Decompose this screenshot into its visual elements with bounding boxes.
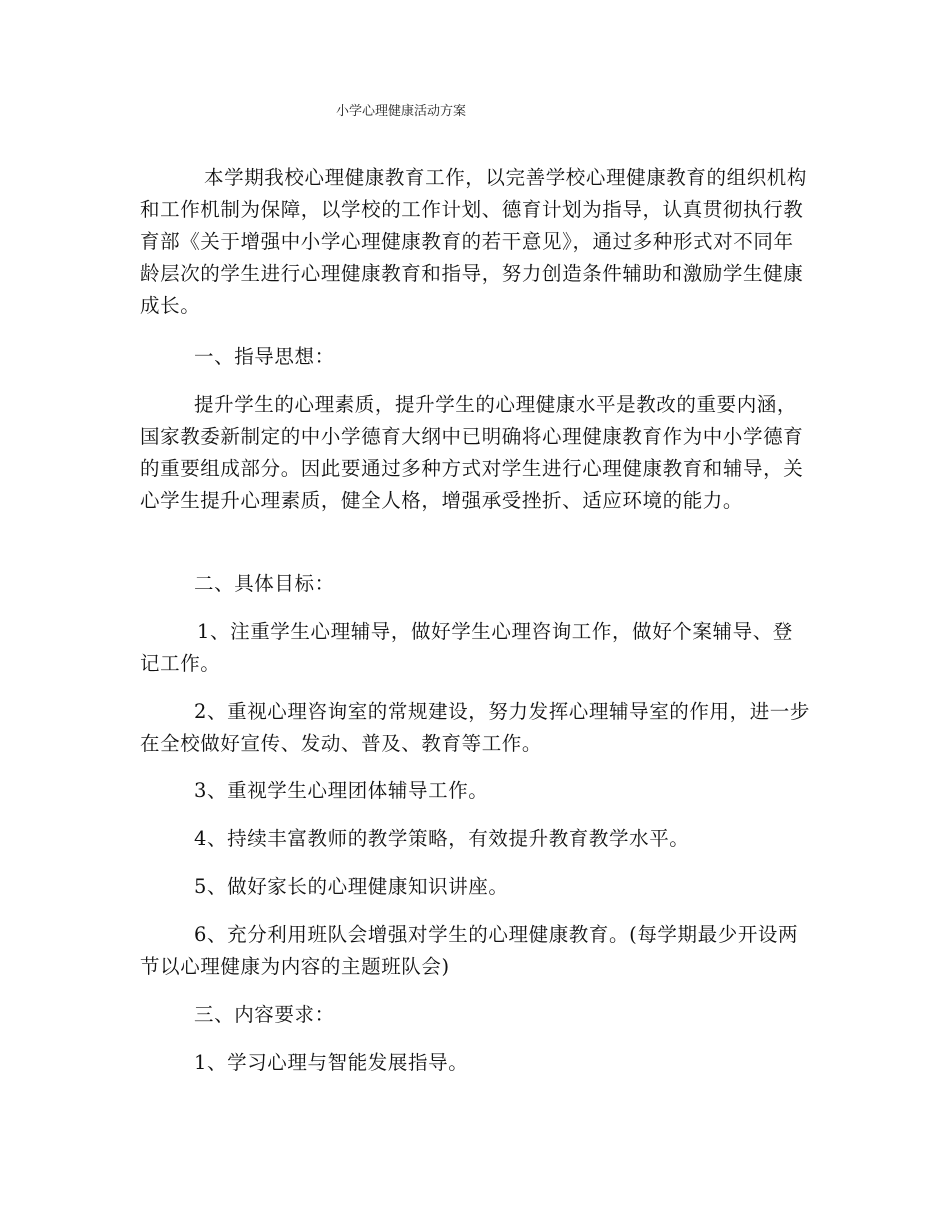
goal-item-4: 4、持续丰富教师的教学策略，有效提升教育教学水平。 (194, 827, 690, 850)
document-title: 小学心理健康活动方案 (336, 104, 467, 119)
intro-paragraph: 本学期我校心理健康教育工作，以完善学校心理健康教育的组织机构和工作机制为保障，以学校的工作计划、德育计划为指导，认真贯彻执行教育部《关于增强中小学心理健康教育的若干意见》，通过多种形式对不同年龄层次的学生进行心理健康教育和指导，努力创造条件辅助和激励学生健康成长。 (140, 166, 808, 317)
goal-item-6: 6、充分利用班队会增强对学生的心理健康教育。(每学期最少开设两节以心理健康为内容的主题班队会) (140, 923, 799, 978)
section-heading-guiding-ideology: 一、指导思想： (194, 345, 335, 368)
goal-item-2: 2、重视心理咨询室的常规建设，努力发挥心理辅导室的作用，进一步在全校做好宣传、发动、普及、教育等工作。 (140, 700, 811, 755)
content-item-1: 1、学习心理与智能发展指导。 (194, 1051, 469, 1074)
goal-item-1: 1、注重学生心理辅导，做好学生心理咨询工作，做好个案辅导、登记工作。 (140, 620, 793, 675)
section-heading-specific-goals: 二、具体目标： (194, 572, 335, 595)
guiding-ideology-paragraph: 提升学生的心理素质，提升学生的心理健康水平是教改的重要内涵，国家教委新制定的中小学德育大纲中已明确将心理健康教育作为中小学德育的重要组成部分。因此要通过多种方式对学生进行心理健康教育和辅导，关心学生提升心理素质，健全人格，增强承受挫折、适应环境的能力。 (140, 393, 804, 512)
goal-item-3: 3、重视学生心理团体辅导工作。 (194, 779, 489, 802)
goal-item-5: 5、做好家长的心理健康知识讲座。 (194, 875, 509, 898)
section-heading-content-requirements: 三、内容要求： (194, 1003, 335, 1026)
